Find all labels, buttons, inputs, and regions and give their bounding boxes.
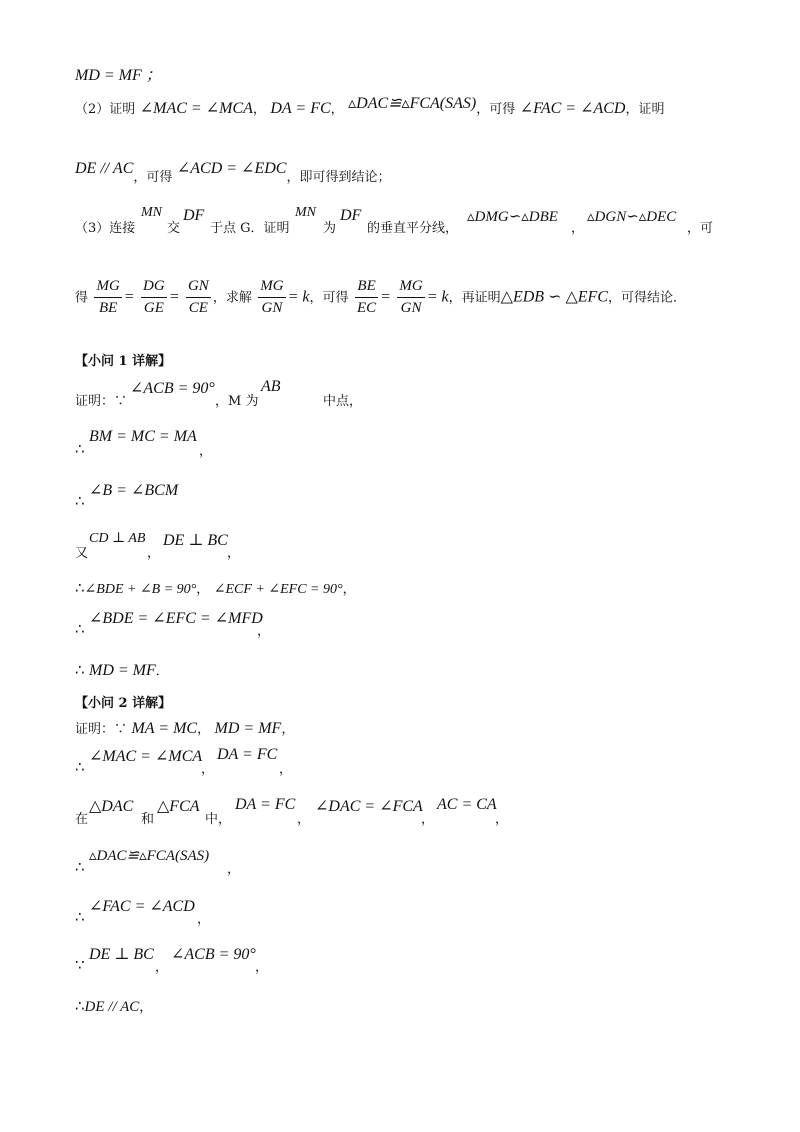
math-expr: MD = MF ； — [75, 67, 162, 84]
math-expr: ∠BDE + ∠B = 90° — [84, 582, 197, 597]
text: ， — [330, 102, 344, 117]
line-proof1-6 — [75, 608, 475, 638]
math-expr: CD ⊥ AB — [89, 531, 146, 546]
fraction: $\frac{GN}{CE}$ — [187, 278, 209, 316]
text: ， — [139, 1000, 153, 1015]
text: ， — [227, 862, 241, 877]
text: ． — [155, 664, 169, 679]
line-part3-summary — [75, 205, 775, 235]
line-proof2-6 — [75, 944, 475, 974]
because-symbol: ∵ — [75, 956, 85, 974]
text: 于点 G．证明 — [210, 221, 290, 236]
math-expr: MA = MC — [131, 720, 198, 737]
math-expr: DA = FC — [270, 100, 331, 117]
math-expr: MN — [295, 205, 316, 220]
math-expr: ∠ACB = 90° — [171, 946, 256, 963]
math-expr: ∠MAC = ∠MCA — [139, 100, 253, 117]
therefore-symbol: ∴ — [75, 661, 85, 679]
math-expr: = k — [287, 288, 310, 306]
text: ， — [201, 762, 215, 777]
math-expr: △EDB ∽ △EFC — [500, 288, 608, 306]
line-proof1-1 — [75, 378, 475, 408]
text: ，求解 — [212, 290, 252, 306]
therefore-symbol: ∴ — [75, 758, 85, 776]
therefore-symbol: ∴ — [75, 908, 85, 926]
math-expr: ▵DMG∽▵DBE — [467, 209, 558, 225]
fraction: $\frac{BE}{EC}$ — [356, 278, 377, 316]
section-heading-2: 【小问 2 详解】 — [75, 696, 172, 711]
text: ，可 — [687, 221, 714, 236]
line-proof1-4 — [75, 530, 475, 560]
line-proof2-3 — [75, 796, 575, 826]
text: ， — [297, 812, 311, 827]
therefore-symbol: ∴ — [75, 858, 85, 876]
text: 又 — [75, 546, 89, 561]
therefore-symbol: ∴ — [75, 997, 85, 1015]
text: ， — [421, 812, 435, 827]
text: ， — [197, 722, 211, 737]
text: ， — [281, 722, 295, 737]
math-expr: DE // AC — [75, 160, 134, 177]
line-proof2-5 — [75, 896, 475, 926]
text: ，M 为 — [215, 394, 259, 409]
text: ， — [252, 102, 266, 117]
text: 中点， — [323, 394, 363, 409]
line-proof1-7 — [75, 660, 169, 680]
text: 和 — [141, 812, 155, 827]
math-expr: AC = CA — [437, 796, 497, 813]
text: ，再证明 — [448, 290, 501, 306]
line-proof2-2 — [75, 746, 475, 776]
math-expr: DA = FC — [217, 746, 278, 763]
therefore-symbol: ∴ — [75, 440, 85, 458]
line-md-mf — [75, 62, 162, 85]
section-heading-1: 【小问 1 详解】 — [75, 354, 172, 369]
text: ，可得 — [476, 102, 516, 117]
math-expr: DE ⊥ BC — [163, 532, 228, 549]
line-proof1-2 — [75, 428, 475, 458]
text: ，可得 — [133, 170, 173, 185]
text: ， — [155, 960, 169, 975]
line-proof1-3 — [75, 480, 475, 510]
math-expr: ∠B = ∠BCM — [89, 482, 179, 499]
text: ， — [495, 812, 509, 827]
math-expr: ∠ECF + ∠EFC = 90° — [213, 582, 343, 597]
text: ，可得结论． — [608, 290, 687, 306]
math-expr: DF — [183, 207, 205, 224]
math-expr: DA = FC — [235, 796, 296, 813]
text: 交 — [167, 221, 181, 236]
text: ， — [196, 582, 210, 597]
text: ， — [199, 444, 213, 459]
line-proof2-7 — [75, 996, 152, 1016]
math-expr: = k — [426, 288, 449, 306]
math-expr: MN — [141, 205, 162, 220]
math-expr: ▵DAC≌▵FCA(SAS) — [348, 95, 477, 112]
text: 为 — [323, 221, 337, 236]
math-expr: ∠BDE = ∠EFC = ∠MFD — [89, 610, 263, 627]
text: ， — [227, 546, 241, 561]
math-expr: ∠ACD = ∠EDC — [176, 160, 287, 177]
text: ，证明 — [625, 102, 665, 117]
math-expr: ▵DAC≌▵FCA(SAS) — [89, 848, 210, 864]
text: 中， — [205, 812, 232, 827]
math-expr: ∠MAC = ∠MCA — [89, 748, 203, 765]
math-expr: DE ⊥ BC — [89, 946, 154, 963]
therefore-symbol: ∴ — [75, 620, 85, 638]
math-expr: DE // AC — [84, 999, 140, 1015]
line-part2-summary — [75, 95, 665, 118]
text: 得 — [75, 290, 89, 306]
fraction: $\frac{MG}{GN}$ — [260, 278, 284, 316]
math-expr: ∠FAC = ∠ACD — [519, 100, 626, 117]
text: ， — [571, 221, 585, 236]
fraction: $\frac{DG}{GE}$ — [143, 278, 165, 316]
line-proof2-1 — [75, 718, 294, 738]
text: （2）证明 — [75, 102, 136, 117]
therefore-symbol: ∴ — [75, 579, 85, 597]
math-expr: ∠FAC = ∠ACD — [89, 898, 195, 915]
line-part3-fractions: 得 $\frac{MG}{BE}$ = $\frac{DG}{GE}$ = $\frac{GN}{CE}$ ，求解 $\frac{MG}{GN}$ = k，可得 $\frac{BE}{EC}$ = $\frac{MG}{GN}$ = k，再证明△EDB ∽ △EFC，可得结论． — [75, 278, 687, 316]
text: ， — [197, 912, 211, 927]
fraction: $\frac{MG}{GN}$ — [399, 278, 423, 316]
math-expr: MD = MF — [214, 720, 282, 737]
line-proof1-5 — [75, 578, 356, 598]
math-expr: ∠ACB = 90° — [130, 380, 215, 397]
text: ，即可得到结论； — [286, 170, 391, 185]
text: ， — [255, 960, 269, 975]
fraction: $\frac{MG}{BE}$ — [96, 278, 120, 316]
math-expr: BM = MC = MA — [89, 428, 197, 445]
text: 证明：∵ — [75, 394, 128, 409]
text: ， — [279, 762, 293, 777]
text: 在 — [75, 812, 89, 827]
line-part2-summary-cont — [75, 158, 391, 185]
text: ， — [342, 582, 356, 597]
math-expr: ▵DGN∽▵DEC — [587, 209, 677, 225]
text: ，可得 — [309, 290, 349, 306]
math-expr: ∠DAC = ∠FCA — [315, 798, 423, 815]
math-expr: △DAC — [89, 798, 134, 815]
text: 的垂直平分线， — [367, 221, 459, 236]
math-expr: △FCA — [157, 798, 200, 815]
math-expr: AB — [261, 378, 281, 395]
math-expr: DF — [340, 207, 362, 224]
math-expr: MD = MF — [89, 662, 156, 679]
text: ， — [147, 546, 161, 561]
line-proof2-4 — [75, 846, 475, 876]
text: ， — [257, 624, 271, 639]
therefore-symbol: ∴ — [75, 492, 85, 510]
text: （3）连接 — [75, 221, 136, 236]
text: 证明：∵ — [75, 722, 128, 737]
